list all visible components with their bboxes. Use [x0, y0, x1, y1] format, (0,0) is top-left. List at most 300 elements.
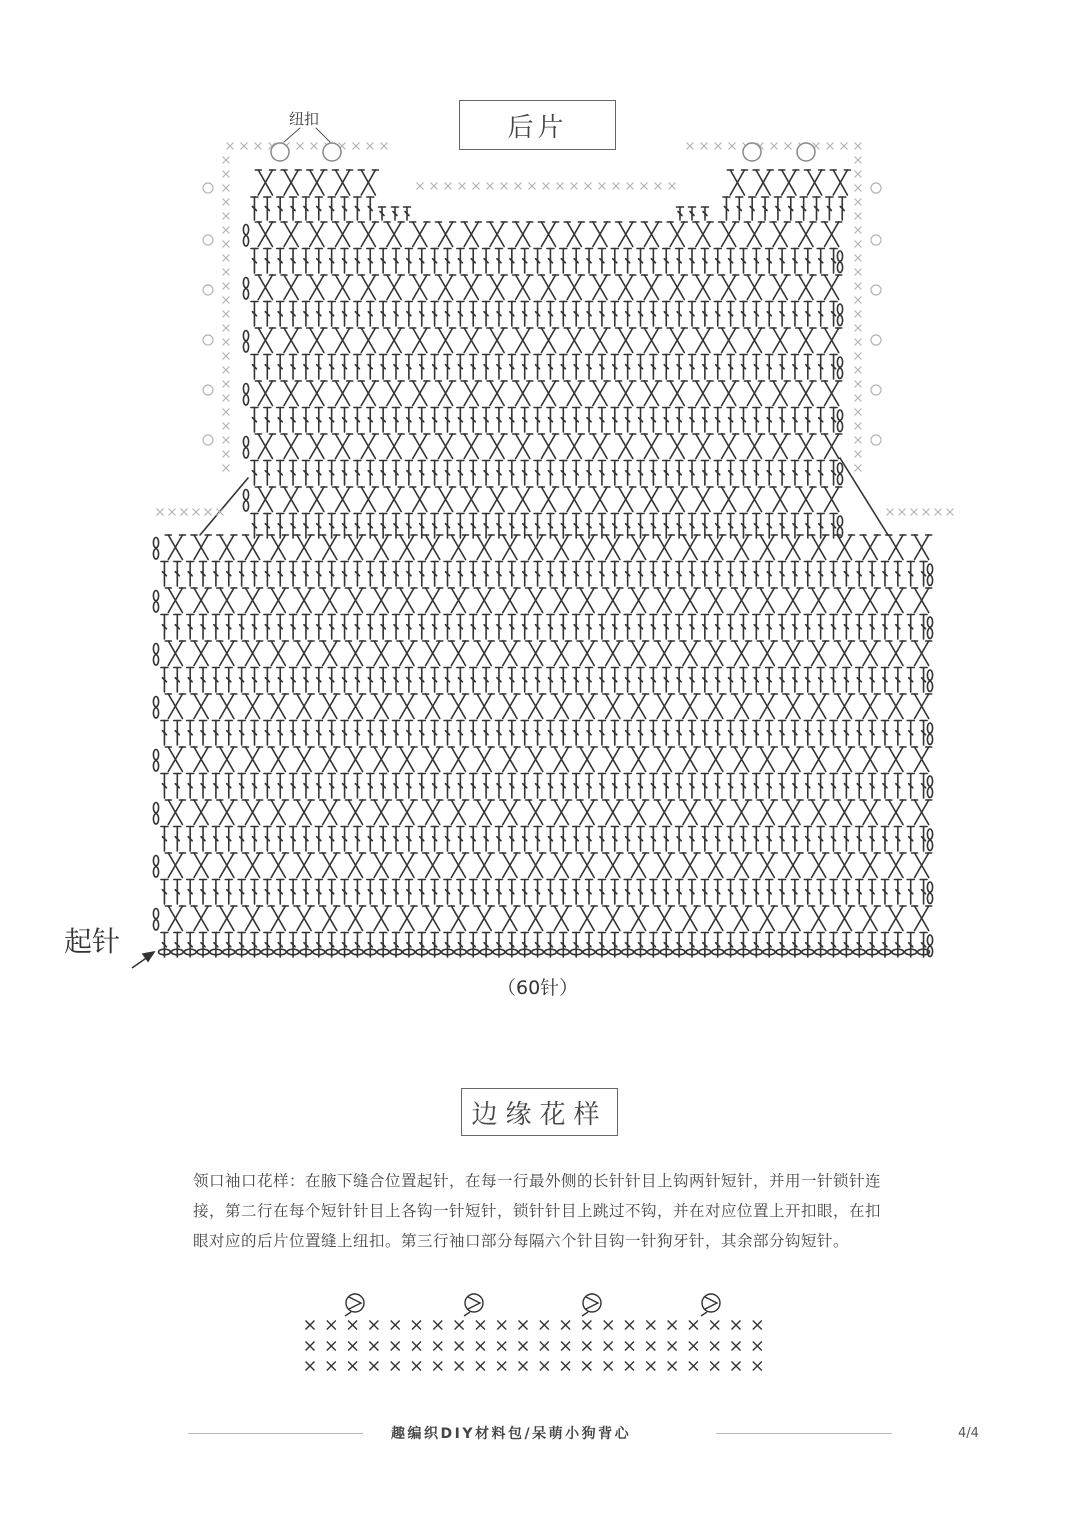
double-crochet-symbol: [470, 355, 477, 380]
double-crochet-symbol: [560, 933, 567, 958]
double-crochet-symbol: [611, 302, 618, 327]
crossed-stitch-symbol: [551, 535, 571, 560]
double-crochet-symbol: [444, 827, 451, 852]
double-crochet-symbol: [418, 774, 425, 799]
x-stitch-symbol: [625, 1321, 634, 1330]
double-crochet-symbol: [650, 774, 657, 799]
double-crochet-symbol: [547, 562, 554, 587]
double-crochet-symbol: [238, 615, 245, 640]
double-crochet-symbol: [650, 355, 657, 380]
double-crochet-symbol: [920, 615, 927, 640]
double-crochet-symbol: [238, 827, 245, 852]
double-crochet-symbol: [843, 668, 850, 693]
crossed-stitch-symbol: [410, 381, 430, 406]
double-crochet-symbol: [393, 355, 400, 380]
chain-symbol: [927, 723, 932, 745]
crossed-stitch-symbol: [770, 328, 790, 353]
double-crochet-symbol: [277, 302, 284, 327]
double-crochet-symbol: [676, 615, 683, 640]
double-crochet-symbol: [354, 615, 361, 640]
double-crochet-symbol: [290, 668, 297, 693]
double-crochet-symbol: [702, 207, 709, 220]
x-stitch-symbol: [476, 1321, 485, 1330]
double-crochet-symbol: [663, 721, 670, 746]
crossed-stitch-symbol: [912, 747, 932, 772]
double-crochet-symbol: [573, 880, 580, 905]
double-crochet-symbol: [714, 408, 721, 433]
crossed-stitch-symbol: [255, 434, 275, 459]
crossed-stitch-symbol: [242, 800, 262, 825]
crossed-stitch-symbol: [860, 588, 880, 613]
double-crochet-symbol: [907, 721, 914, 746]
crossed-stitch-symbol: [654, 800, 674, 825]
double-crochet-symbol: [573, 774, 580, 799]
x-stitch-symbol: [473, 183, 480, 190]
crossed-stitch-symbol: [513, 381, 533, 406]
crossed-stitch-symbol: [191, 800, 211, 825]
crossed-stitch-symbol: [757, 694, 777, 719]
double-crochet-symbol: [598, 408, 605, 433]
x-stitch-symbol: [223, 227, 230, 234]
crossed-stitch-symbol: [796, 381, 816, 406]
crossed-stitch-symbol: [680, 535, 700, 560]
crossed-stitch-symbol: [628, 747, 648, 772]
crossed-stitch-symbol: [268, 800, 288, 825]
x-stitch-symbol: [887, 509, 894, 516]
double-crochet-symbol: [457, 302, 464, 327]
double-crochet-symbol: [315, 880, 322, 905]
double-crochet-symbol: [495, 880, 502, 905]
double-crochet-symbol: [547, 302, 554, 327]
double-crochet-symbol: [264, 615, 271, 640]
double-crochet-symbol: [766, 933, 773, 958]
double-crochet-symbol: [869, 615, 876, 640]
double-crochet-symbol: [534, 562, 541, 587]
double-crochet-symbol: [920, 562, 927, 587]
crossed-stitch-symbol: [886, 588, 906, 613]
crossed-stitch-symbol: [500, 694, 520, 719]
crossed-stitch-symbol: [448, 694, 468, 719]
crossed-stitch-symbol: [693, 381, 713, 406]
double-crochet-symbol: [328, 197, 335, 220]
x-stitch-symbol: [561, 1342, 570, 1351]
crossed-stitch-symbol: [809, 853, 829, 878]
double-crochet-symbol: [367, 461, 374, 486]
double-crochet-symbol: [611, 880, 618, 905]
crossed-stitch-symbol: [628, 588, 648, 613]
double-crochet-symbol: [405, 933, 412, 958]
x-stitch-symbol: [391, 1362, 400, 1371]
crossed-stitch-symbol: [255, 170, 275, 195]
crossed-stitch-symbol: [886, 747, 906, 772]
foundation-chain: [159, 949, 930, 955]
double-crochet-symbol: [521, 827, 528, 852]
crossed-stitch-symbol: [526, 906, 546, 931]
crossed-stitch-symbol: [860, 535, 880, 560]
crossed-stitch-symbol: [397, 747, 417, 772]
crossed-stitch-symbol: [886, 535, 906, 560]
double-crochet-symbol: [290, 355, 297, 380]
double-crochet-symbol: [431, 721, 438, 746]
double-crochet-symbol: [701, 615, 708, 640]
crossed-stitch-symbol: [796, 222, 816, 247]
crossed-stitch-symbol: [268, 747, 288, 772]
x-stitch-symbol: [306, 1362, 315, 1371]
double-crochet-symbol: [650, 668, 657, 693]
double-crochet-symbol: [881, 562, 888, 587]
double-crochet-symbol: [457, 668, 464, 693]
double-crochet-symbol: [290, 408, 297, 433]
double-crochet-symbol: [251, 461, 258, 486]
crossed-stitch-symbol: [603, 853, 623, 878]
double-crochet-symbol: [598, 668, 605, 693]
crossed-stitch-symbol: [680, 694, 700, 719]
double-crochet-symbol: [843, 615, 850, 640]
x-stitch-symbol: [223, 269, 230, 276]
double-crochet-symbol: [663, 355, 670, 380]
x-stitch-symbol: [412, 1321, 421, 1330]
x-stitch-symbol: [412, 1362, 421, 1371]
double-crochet-symbol: [676, 827, 683, 852]
double-crochet-symbol: [560, 880, 567, 905]
double-crochet-symbol: [736, 197, 743, 220]
double-crochet-symbol: [457, 933, 464, 958]
button-circle-icon: [797, 143, 815, 161]
double-crochet-symbol: [676, 302, 683, 327]
double-crochet-symbol: [881, 668, 888, 693]
double-crochet-symbol: [341, 880, 348, 905]
x-stitch-symbol: [348, 1321, 357, 1330]
double-crochet-symbol: [689, 355, 696, 380]
double-crochet-symbol: [907, 562, 914, 587]
double-crochet-symbol: [547, 615, 554, 640]
double-crochet-symbol: [521, 933, 528, 958]
crossed-stitch-symbol: [809, 747, 829, 772]
double-crochet-symbol: [779, 668, 786, 693]
x-stitch-symbol: [732, 1321, 741, 1330]
double-crochet-symbol: [534, 668, 541, 693]
crossed-stitch-symbol: [333, 222, 353, 247]
double-crochet-symbol: [444, 668, 451, 693]
x-stitch-symbol: [311, 143, 318, 150]
double-crochet-symbol: [637, 721, 644, 746]
x-stitch-symbol: [753, 1362, 762, 1371]
double-crochet-symbol: [302, 249, 309, 274]
crossed-stitch-symbol: [912, 853, 932, 878]
double-crochet-symbol: [444, 615, 451, 640]
back-panel-title: 后片: [459, 100, 616, 150]
double-crochet-symbol: [624, 880, 631, 905]
crossed-stitch-symbol: [526, 853, 546, 878]
crossed-stitch-symbol: [912, 800, 932, 825]
double-crochet-symbol: [920, 721, 927, 746]
double-crochet-symbol: [418, 408, 425, 433]
crossed-stitch-symbol: [628, 906, 648, 931]
double-crochet-symbol: [547, 721, 554, 746]
x-stitch-symbol: [855, 143, 862, 150]
double-crochet-symbol: [341, 249, 348, 274]
chain-symbol: [927, 776, 932, 798]
double-crochet-symbol: [379, 207, 386, 220]
crossed-stitch-symbol: [641, 381, 661, 406]
double-crochet-symbol: [804, 408, 811, 433]
double-crochet-symbol: [766, 355, 773, 380]
crossed-stitch-symbol: [667, 275, 687, 300]
double-crochet-symbol: [813, 197, 820, 220]
double-crochet-symbol: [881, 721, 888, 746]
crossed-stitch-symbol: [423, 906, 443, 931]
double-crochet-symbol: [225, 615, 232, 640]
double-crochet-symbol: [774, 197, 781, 220]
crossed-stitch-symbol: [384, 222, 404, 247]
double-crochet-symbol: [547, 774, 554, 799]
double-crochet-symbol: [869, 933, 876, 958]
double-crochet-symbol: [534, 880, 541, 905]
double-crochet-symbol: [367, 615, 374, 640]
crossed-stitch-symbol: [384, 434, 404, 459]
crossed-stitch-symbol: [397, 641, 417, 666]
double-crochet-symbol: [791, 933, 798, 958]
x-stitch-symbol: [369, 1321, 378, 1330]
double-crochet-symbol: [869, 668, 876, 693]
x-stitch-symbol: [855, 423, 862, 430]
crossed-stitch-symbol: [564, 275, 584, 300]
double-crochet-symbol: [804, 302, 811, 327]
chain-symbol: [927, 829, 932, 851]
crossed-stitch-symbol: [294, 694, 314, 719]
crossed-stitch-symbol: [551, 588, 571, 613]
double-crochet-symbol: [791, 668, 798, 693]
double-crochet-symbol: [431, 249, 438, 274]
crossed-stitch-symbol: [564, 222, 584, 247]
double-crochet-symbol: [547, 408, 554, 433]
chain-symbol: [243, 437, 248, 459]
crossed-stitch-symbol: [500, 535, 520, 560]
double-crochet-symbol: [611, 721, 618, 746]
double-crochet-symbol: [650, 249, 657, 274]
double-crochet-symbol: [431, 774, 438, 799]
double-crochet-symbol: [689, 249, 696, 274]
crossed-stitch-symbol: [191, 747, 211, 772]
crossed-stitch-symbol: [564, 328, 584, 353]
double-crochet-symbol: [341, 355, 348, 380]
double-crochet-symbol: [380, 827, 387, 852]
double-crochet-symbol: [380, 774, 387, 799]
double-crochet-symbol: [826, 197, 833, 220]
footer-rule-left: [188, 1433, 363, 1434]
crossed-stitch-symbol: [217, 747, 237, 772]
double-crochet-symbol: [174, 721, 181, 746]
crossed-stitch-symbol: [719, 434, 739, 459]
double-crochet-symbol: [328, 461, 335, 486]
crossed-stitch-symbol: [294, 906, 314, 931]
crossed-stitch-symbol: [474, 853, 494, 878]
crossed-stitch-symbol: [345, 853, 365, 878]
double-crochet-symbol: [573, 827, 580, 852]
x-stitch-symbol: [497, 1321, 506, 1330]
double-crochet-symbol: [418, 933, 425, 958]
crossed-stitch-symbol: [616, 434, 636, 459]
crossed-stitch-symbol: [590, 222, 610, 247]
double-crochet-symbol: [804, 615, 811, 640]
double-crochet-symbol: [804, 461, 811, 486]
crossed-stitch-symbol: [268, 535, 288, 560]
double-crochet-symbol: [766, 562, 773, 587]
double-crochet-symbol: [766, 461, 773, 486]
double-crochet-symbol: [881, 774, 888, 799]
crossed-stitch-symbol: [281, 275, 301, 300]
crossed-stitch-symbol: [423, 694, 443, 719]
double-crochet-symbol: [521, 302, 528, 327]
crossed-stitch-symbol: [886, 800, 906, 825]
double-crochet-symbol: [341, 933, 348, 958]
double-crochet-symbol: [598, 562, 605, 587]
double-crochet-symbol: [804, 880, 811, 905]
double-crochet-symbol: [212, 774, 219, 799]
double-crochet-symbol: [328, 721, 335, 746]
crossed-stitch-symbol: [731, 694, 751, 719]
crossed-stitch-symbol: [912, 535, 932, 560]
double-crochet-symbol: [264, 355, 271, 380]
x-stitch-symbol: [519, 1321, 528, 1330]
double-crochet-symbol: [637, 827, 644, 852]
x-stitch-symbol: [367, 143, 374, 150]
double-crochet-symbol: [174, 774, 181, 799]
double-crochet-symbol: [637, 302, 644, 327]
double-crochet-symbol: [586, 880, 593, 905]
double-crochet-symbol: [341, 615, 348, 640]
crossed-stitch-symbol: [809, 906, 829, 931]
double-crochet-symbol: [521, 355, 528, 380]
double-crochet-symbol: [650, 933, 657, 958]
double-crochet-symbol: [560, 355, 567, 380]
double-crochet-symbol: [187, 880, 194, 905]
crossed-stitch-symbol: [281, 328, 301, 353]
crossed-stitch-symbol: [564, 487, 584, 512]
double-crochet-symbol: [830, 461, 837, 486]
double-crochet-symbol: [650, 408, 657, 433]
double-crochet-symbol: [766, 880, 773, 905]
double-crochet-symbol: [264, 197, 271, 220]
crossed-stitch-symbol: [590, 381, 610, 406]
chain-symbol: [927, 882, 932, 904]
double-crochet-symbol: [508, 774, 515, 799]
double-crochet-symbol: [624, 408, 631, 433]
double-crochet-symbol: [894, 827, 901, 852]
crossed-stitch-symbol: [822, 434, 842, 459]
double-crochet-symbol: [405, 302, 412, 327]
double-crochet-symbol: [315, 933, 322, 958]
stitch-count-label: （60针）: [497, 977, 579, 999]
x-stitch-symbol: [753, 1342, 762, 1351]
x-stitch-symbol: [855, 297, 862, 304]
double-crochet-symbol: [405, 461, 412, 486]
x-stitch-symbol: [431, 183, 438, 190]
double-crochet-symbol: [290, 302, 297, 327]
double-crochet-symbol: [521, 668, 528, 693]
double-crochet-symbol: [483, 302, 490, 327]
double-crochet-symbol: [740, 562, 747, 587]
double-crochet-symbol: [483, 668, 490, 693]
double-crochet-symbol: [405, 562, 412, 587]
double-crochet-symbol: [830, 880, 837, 905]
double-crochet-symbol: [315, 461, 322, 486]
double-crochet-symbol: [714, 302, 721, 327]
crossed-stitch-symbol: [448, 747, 468, 772]
crossed-stitch-symbol: [693, 222, 713, 247]
double-crochet-symbol: [354, 668, 361, 693]
double-crochet-symbol: [161, 933, 168, 958]
x-stitch-symbol: [223, 381, 230, 388]
double-crochet-symbol: [161, 774, 168, 799]
double-crochet-symbol: [393, 615, 400, 640]
double-crochet-symbol: [791, 408, 798, 433]
x-stitch-symbol: [223, 185, 230, 192]
chain-symbol: [153, 803, 158, 825]
double-crochet-symbol: [187, 562, 194, 587]
x-stitch-symbol: [732, 1342, 741, 1351]
crossed-stitch-symbol: [912, 906, 932, 931]
double-crochet-symbol: [495, 827, 502, 852]
crossed-stitch-symbol: [551, 906, 571, 931]
double-crochet-symbol: [637, 562, 644, 587]
crossed-stitch-symbol: [461, 434, 481, 459]
double-crochet-symbol: [354, 562, 361, 587]
double-crochet-symbol: [701, 668, 708, 693]
double-crochet-symbol: [251, 774, 258, 799]
crossed-stitch-symbol: [423, 853, 443, 878]
crossed-stitch-symbol: [796, 328, 816, 353]
double-crochet-symbol: [689, 207, 696, 220]
double-crochet-symbol: [804, 774, 811, 799]
crossed-stitch-symbol: [513, 222, 533, 247]
double-crochet-symbol: [328, 615, 335, 640]
crossed-stitch-symbol: [435, 434, 455, 459]
x-stitch-symbol: [557, 183, 564, 190]
double-crochet-symbol: [779, 461, 786, 486]
double-crochet-symbol: [367, 562, 374, 587]
double-crochet-symbol: [470, 933, 477, 958]
x-stitch-symbol: [223, 395, 230, 402]
x-stitch-symbol: [205, 509, 212, 516]
crossed-stitch-symbol: [693, 487, 713, 512]
x-stitch-symbol: [412, 1342, 421, 1351]
double-crochet-symbol: [457, 721, 464, 746]
double-crochet-symbol: [560, 562, 567, 587]
x-stitch-symbol: [348, 1362, 357, 1371]
button-label: 纽扣: [289, 110, 320, 128]
double-crochet-symbol: [663, 827, 670, 852]
double-crochet-symbol: [830, 615, 837, 640]
double-crochet-symbol: [251, 562, 258, 587]
double-crochet-symbol: [264, 562, 271, 587]
x-stitch-symbol: [223, 465, 230, 472]
double-crochet-symbol: [907, 933, 914, 958]
crossed-stitch-symbol: [345, 641, 365, 666]
crossed-stitch-symbol: [731, 906, 751, 931]
double-crochet-symbol: [830, 302, 837, 327]
crossed-stitch-symbol: [358, 275, 378, 300]
edge-pattern-title: 边缘花样: [461, 1088, 618, 1136]
x-stitch-symbol: [455, 1342, 464, 1351]
x-stitch-symbol: [327, 1321, 336, 1330]
chain-symbol: [837, 410, 842, 432]
crossed-stitch-symbol: [397, 800, 417, 825]
crossed-stitch-symbol: [526, 694, 546, 719]
double-crochet-symbol: [302, 880, 309, 905]
crossed-stitch-symbol: [448, 853, 468, 878]
double-crochet-symbol: [457, 249, 464, 274]
